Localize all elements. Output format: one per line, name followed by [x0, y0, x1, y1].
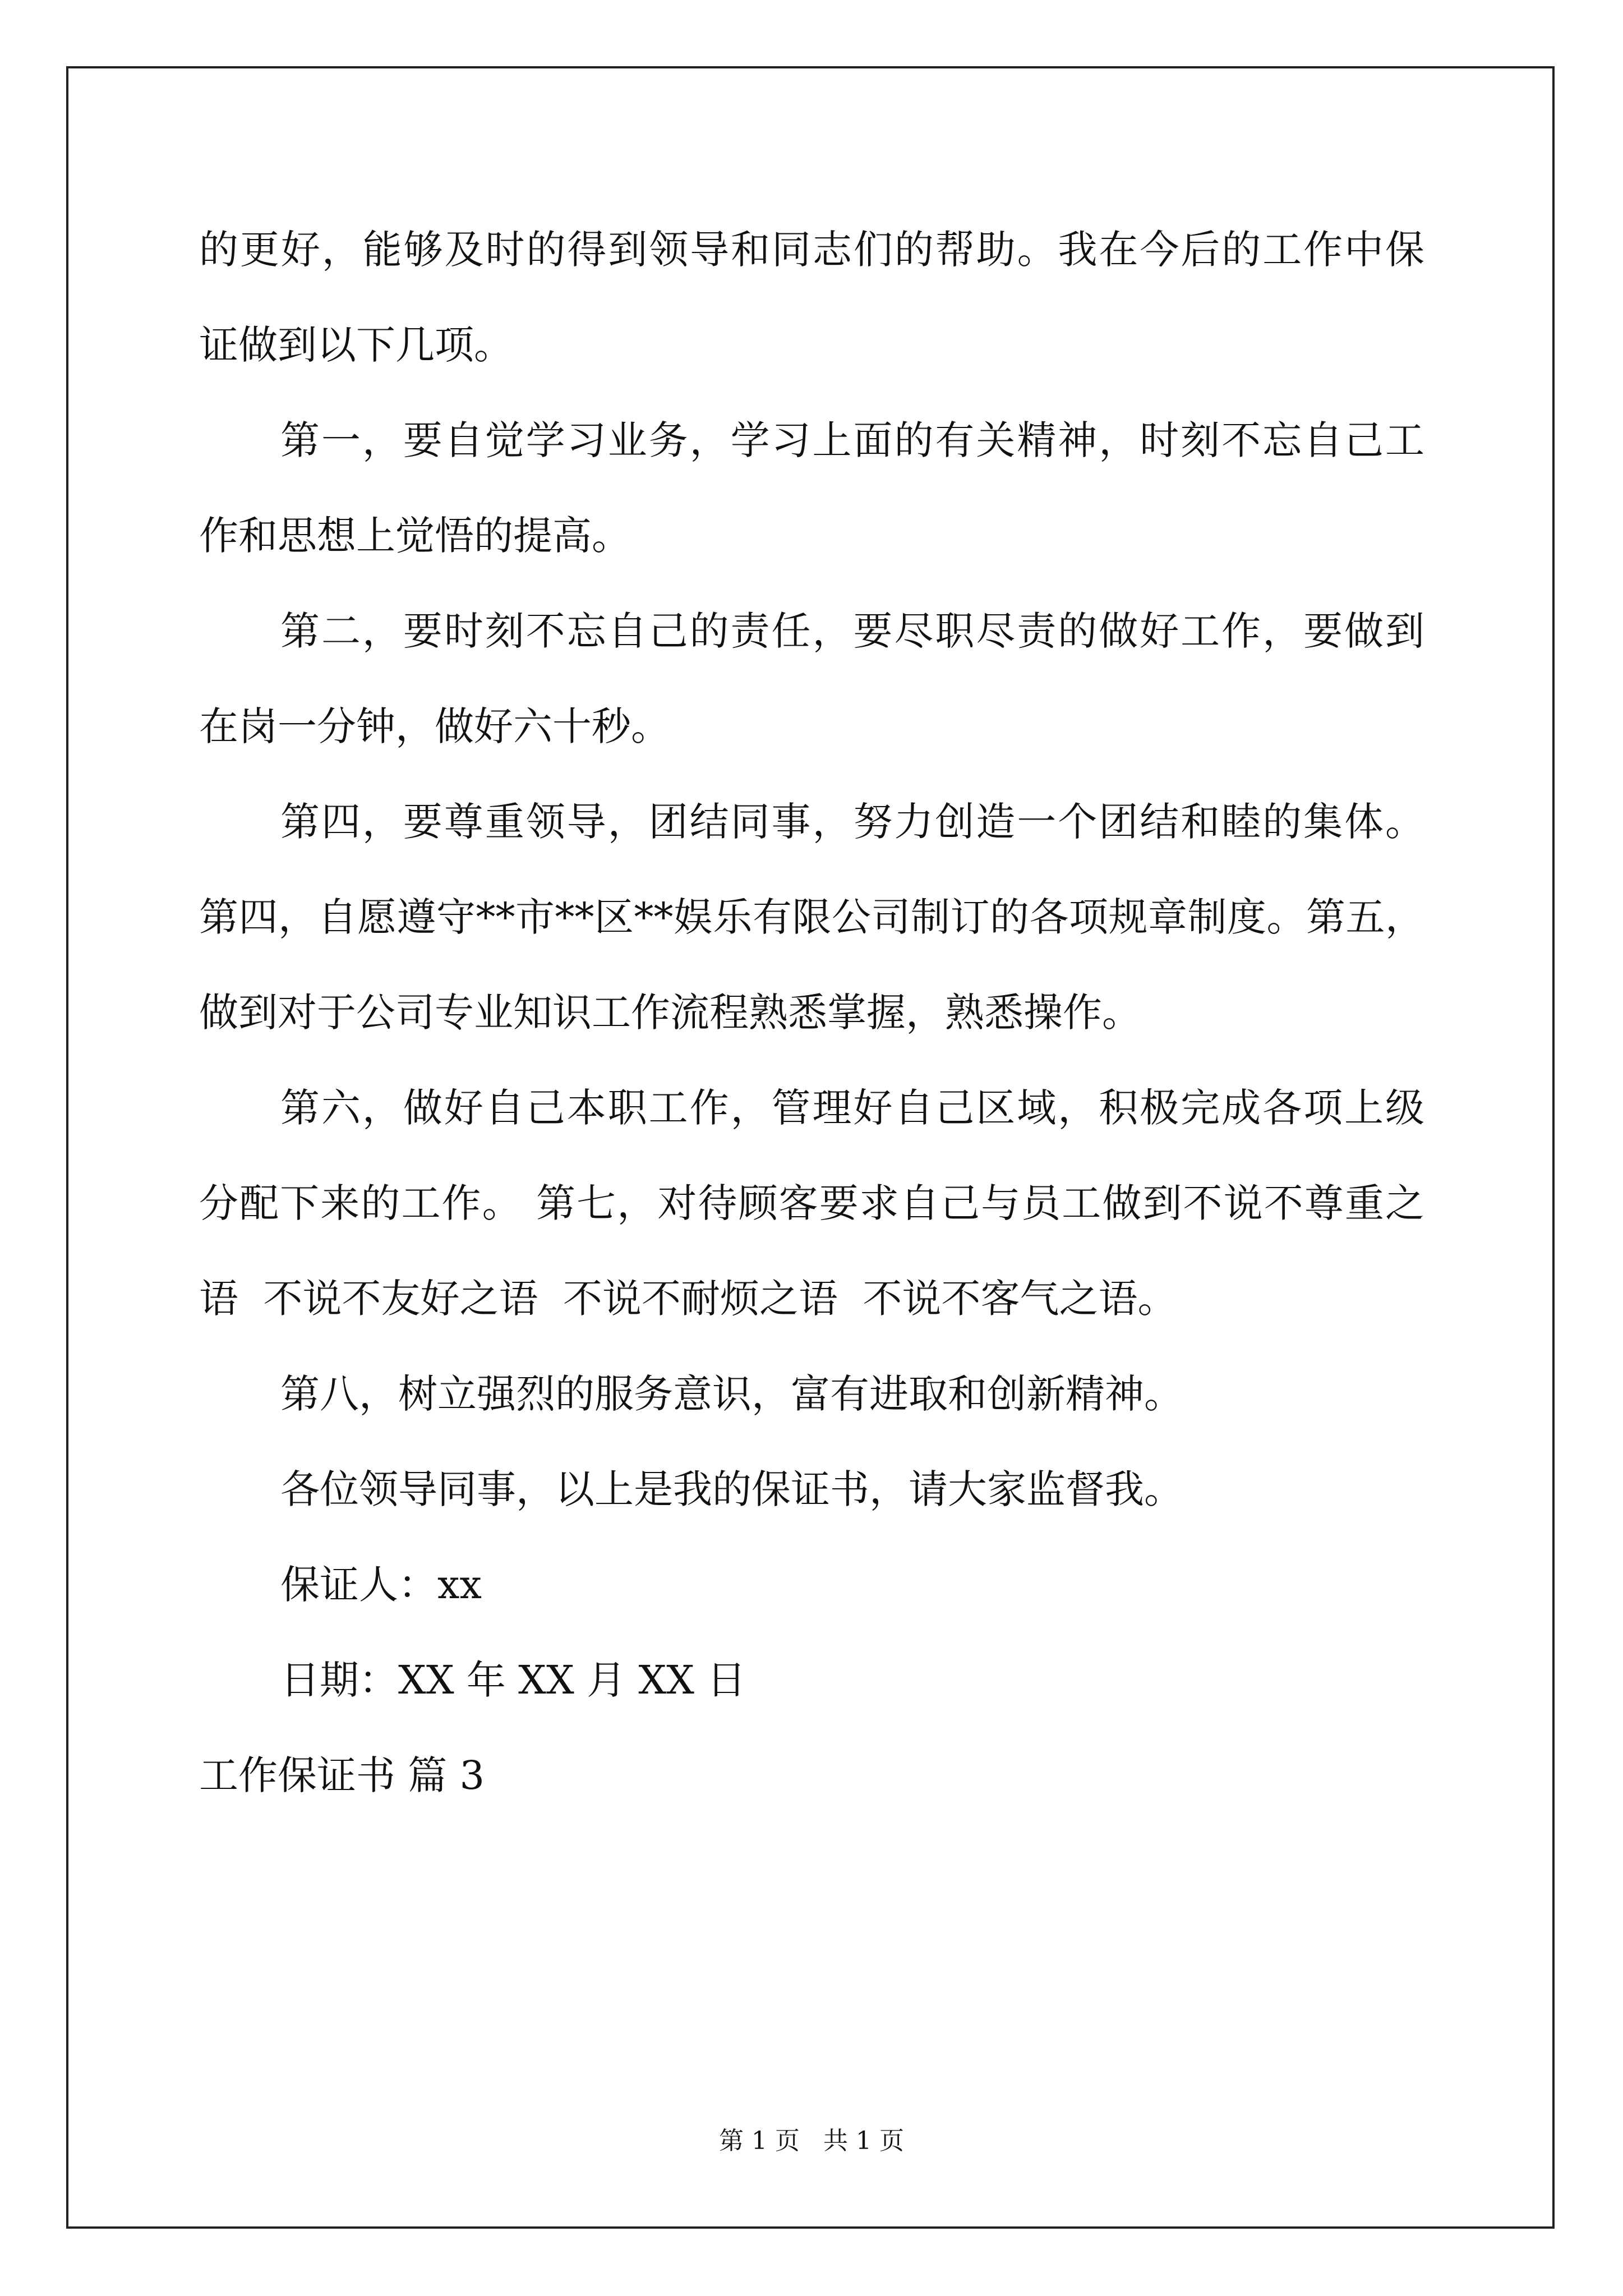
date-line: 日期：XX 年 XX 月 XX 日: [280, 1657, 746, 1703]
text-line: 分配下来的工作。 第七，对待顾客要求自己与员工做到不说不尊重之: [199, 1180, 1424, 1226]
text-line: 做到对于公司专业知识工作流程熟悉掌握，熟悉操作。: [199, 990, 1141, 1036]
paragraph-sixth: 第六，做好自己本职工作，管理好自己区域，积极完成各项上级: [280, 1085, 1424, 1131]
text-line: 第四，自愿遵守**市**区**娱乐有限公司制订的各项规章制度。第五，: [199, 894, 1424, 940]
paragraph-second: 第二，要时刻不忘自己的责任，要尽职尽责的做好工作，要做到: [280, 608, 1424, 654]
paragraph-fourth: 第四，要尊重领导，团结同事，努力创造一个团结和睦的集体。: [280, 799, 1424, 845]
paragraph-eighth: 第八，树立强烈的服务意识，富有进取和创新精神。: [280, 1371, 1183, 1417]
text-line: 在岗一分钟，做好六十秒。: [199, 703, 670, 749]
text-line: 作和思想上觉悟的提高。: [199, 513, 631, 559]
guarantor-line: 保证人：xx: [280, 1562, 482, 1608]
text-line: 证做到以下几项。: [199, 322, 513, 368]
text-line: 的更好，能够及时的得到领导和同志们的帮助。我在今后的工作中保: [199, 227, 1424, 273]
section-heading: 工作保证书 篇 3: [199, 1752, 485, 1798]
text-line: 语 不说不友好之语 不说不耐烦之语 不说不客气之语。: [199, 1276, 1177, 1322]
page-border: [66, 66, 1555, 2229]
page-number: 第 1 页 共 1 页: [719, 2127, 904, 2155]
closing-paragraph: 各位领导同事，以上是我的保证书，请大家监督我。: [280, 1466, 1183, 1512]
paragraph-first: 第一，要自觉学习业务，学习上面的有关精神，时刻不忘自己工: [280, 417, 1424, 463]
